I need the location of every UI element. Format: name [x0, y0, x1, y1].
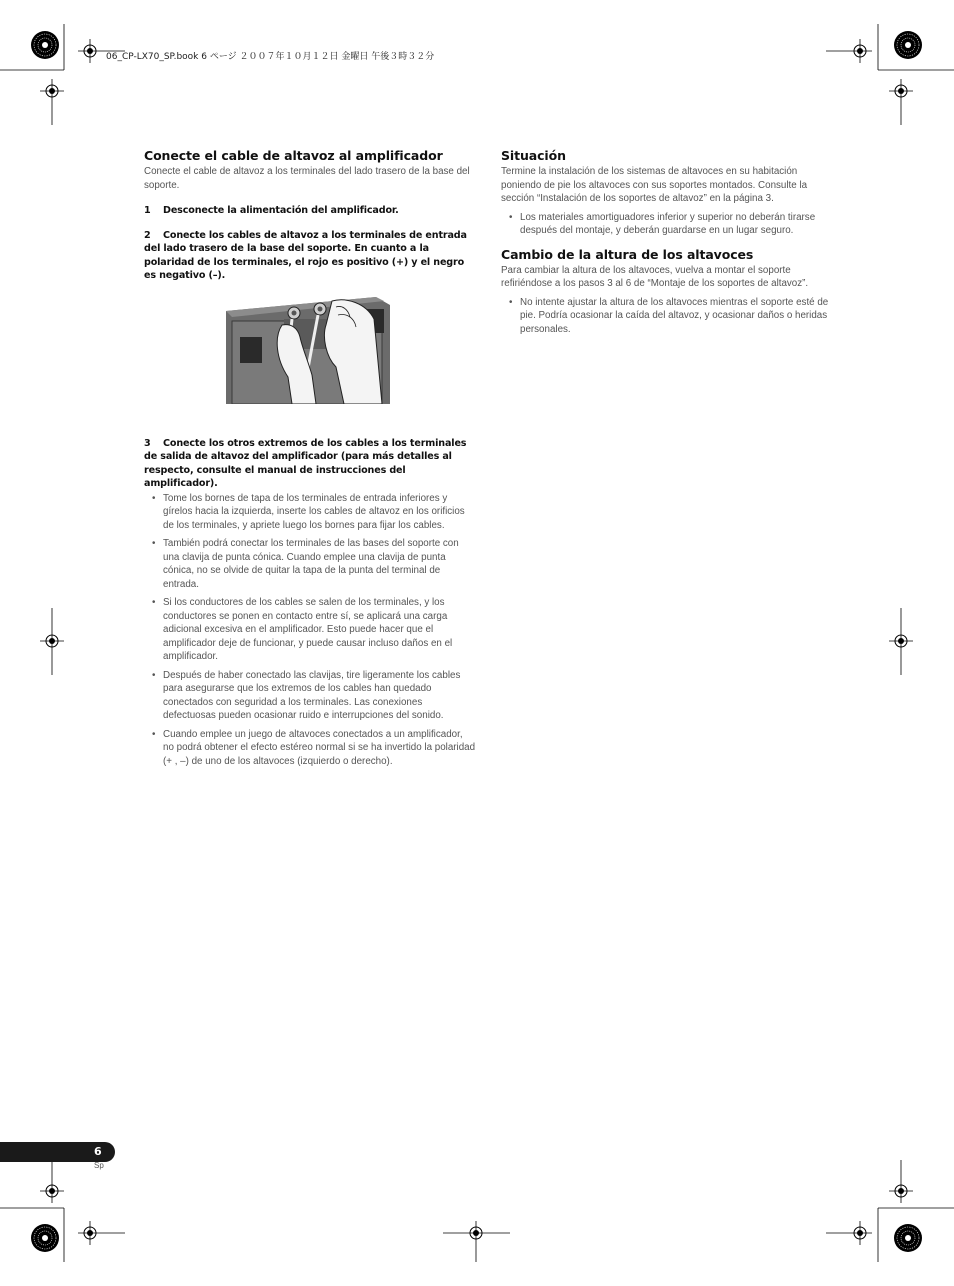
- cambio-altura-notes-list: [501, 296, 833, 337]
- situacion-notes-list: [501, 211, 833, 238]
- step-2-text: Conecte los cables de altavoz a los terminales de entrada del lado trasero de la base del soporte. En cuanto a la polaridad de los terminales, el rojo es positivo (+) y el negro es negativo (–).: [144, 229, 467, 281]
- list-item: • Si los conductores de los cables se salen de los terminales, y los conductores se ponen en contacto entre sí, se aplicará una carga adicional excesiva en el amplificador. Esto puede hacer que el amplificador deje de funcionar, y puede causar incluso daños en el amplificador.: [144, 596, 476, 664]
- list-item: • Después de haber conectado las clavijas, tire ligeramente los cables para asegurarse que los extremos de los cables han quedado conectados con seguridad a los terminales. Las conexiones defectuosas pueden ocasionar ruido e interrupciones del sonido.: [144, 669, 476, 723]
- step-3-number: 3: [144, 437, 151, 449]
- page-language-code: Sp: [94, 1161, 104, 1170]
- list-item: • No intente ajustar la altura de los altavoces mientras el soporte esté de pie. Podría ocasionar la caída del altavoz, y ocasionar daños o heridas personales.: [501, 296, 833, 337]
- speaker-terminal-illustration: [226, 297, 390, 404]
- cambio-altura-intro: Para cambiar la altura de los altavoces, vuelva a montar el soporte refiriéndose a los pasos 3 al 6 de “Montaje de los soportes de altavoz”.: [501, 264, 809, 289]
- step-2-number: 2: [144, 229, 151, 241]
- list-item: • Los materiales amortiguadores inferior y superior no deberán tirarse después del montaje, y deberán guardarse en un lugar seguro.: [501, 211, 833, 238]
- list-item: • Cuando emplee un juego de altavoces conectados a un amplificador, no podrá obtener el efecto estéreo normal si se ha invertido la polaridad (+ , –) de uno de los altavoces (izquierdo o derecho).: [144, 728, 476, 769]
- page-number: 6: [94, 1145, 102, 1158]
- left-column: [144, 148, 476, 773]
- situacion-intro: Termine la instalación de los sistemas de altavoces en su habitación poniendo de pie los altavoces con sus soportes montados. Consulte la sección “Instalación de los soportes de altavoz” en la página 3.: [501, 166, 808, 204]
- step-1: [144, 204, 476, 218]
- step-3: [144, 437, 476, 491]
- right-column: [501, 148, 833, 341]
- book-file-header: 06_CP-LX70_SP.book 6 ページ ２００７年１０月１２日 金曜日 午後３時３２分: [106, 52, 435, 62]
- list-item: • También podrá conectar los terminales de las bases del soporte con una clavija de punta cónica. Cuando emplee una clavija de punta cónica, no se olvide de quitar la tapa de la punta del terminal de entrada.: [144, 537, 476, 591]
- section-title-connect-cable: Conecte el cable de altavoz al amplificador: [144, 148, 443, 163]
- step-3-text: Conecte los otros extremos de los cables a los terminales de salida de altavoz del amplificador (para más detalles al respecto, consulte el manual de instrucciones del amplificador).: [144, 437, 467, 489]
- step-1-number: 1: [144, 205, 151, 216]
- step-1-text: Desconecte la alimentación del amplificador.: [163, 205, 399, 216]
- list-item: • Tome los bornes de tapa de los terminales de entrada inferiores y gírelos hacia la izquierda, inserte los cables de altavoz en los orificios de los terminales, y apriete luego los bornes para fijar los cables.: [144, 492, 476, 533]
- step-2: [144, 229, 476, 283]
- connect-notes-list: [144, 492, 476, 769]
- section-title-situacion: Situación: [501, 148, 566, 163]
- section-title-cambio-altura: Cambio de la altura de los altavoces: [501, 246, 754, 262]
- connect-intro: Conecte el cable de altavoz a los terminales del lado trasero de la base del soporte.: [144, 166, 470, 191]
